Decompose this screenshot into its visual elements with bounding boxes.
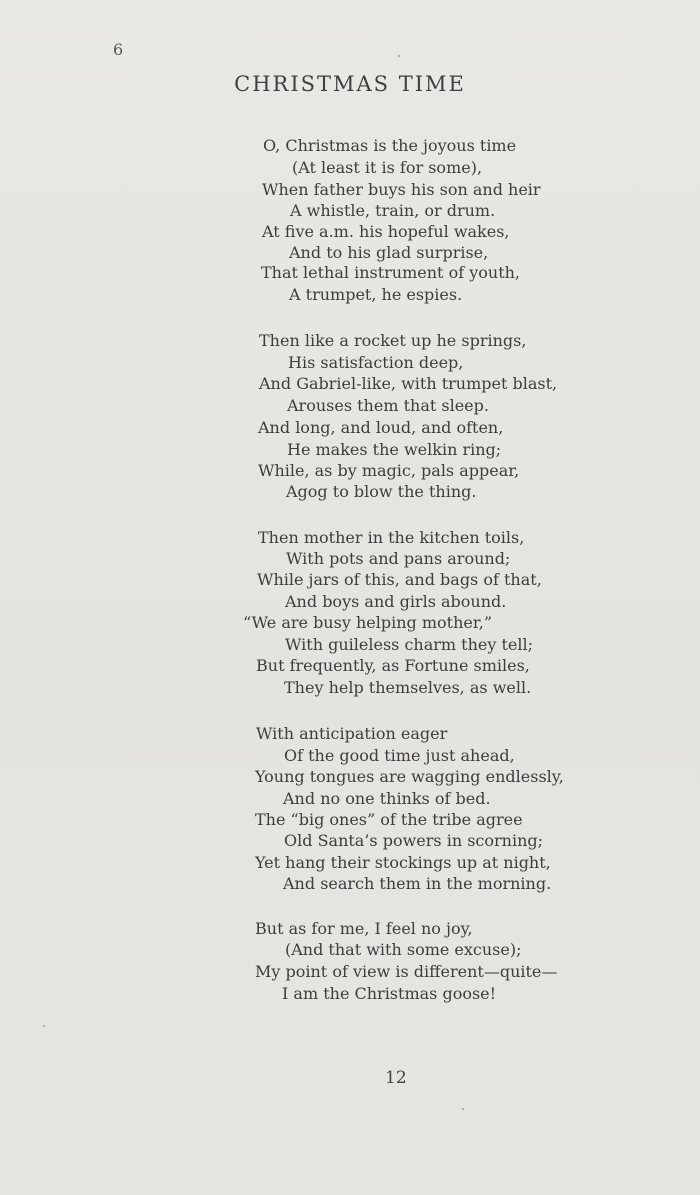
poem-line: Then like a rocket up he springs, — [259, 331, 527, 350]
poem-line: Yet hang their stockings up at night, — [255, 853, 551, 872]
poem-line: That lethal instrument of youth, — [261, 263, 521, 282]
poem-line: O, Christmas is the joyous time — [263, 136, 517, 155]
poem-line: A trumpet, he espies. — [289, 285, 463, 304]
poem-line: And to his glad surprise, — [289, 243, 489, 262]
poem-line: I am the Christmas goose! — [282, 984, 497, 1003]
poem-line: And no one thinks of bed. — [283, 789, 491, 808]
poem-line: While, as by magic, pals appear, — [258, 461, 520, 480]
poem-line: The “big ones” of the tribe agree — [255, 810, 523, 829]
poem-title: CHRISTMAS TIME — [234, 72, 466, 96]
poem-line: But as for me, I feel no joy, — [255, 919, 473, 938]
page-number: 12 — [385, 1068, 407, 1088]
poem-line: “We are busy helping mother,” — [243, 613, 492, 632]
poem-line: And Gabriel-like, with trumpet blast, — [259, 374, 558, 393]
poem-line: With pots and pans around; — [286, 549, 511, 568]
poem-line: Of the good time just ahead, — [284, 746, 515, 765]
paper-speck — [43, 1025, 45, 1027]
poem-line: Agog to blow the thing. — [286, 482, 477, 501]
poem-line: My point of view is different—quite— — [255, 962, 558, 981]
poem-line: (And that with some excuse); — [285, 940, 522, 959]
poem-line: They help themselves, as well. — [284, 678, 532, 697]
poem-line: His satisfaction deep, — [288, 353, 464, 372]
corner-page-number: 6 — [113, 40, 124, 59]
poem-line: Young tongues are wagging endlessly, — [255, 767, 564, 786]
poem-line: (At least it is for some), — [292, 158, 483, 177]
poem-line: Old Santa’s powers in scorning; — [284, 831, 544, 850]
poem-line: With anticipation eager — [256, 724, 448, 743]
poem-line: He makes the welkin ring; — [287, 440, 502, 459]
poem-line: And boys and girls abound. — [285, 592, 507, 611]
poem-line: Then mother in the kitchen toils, — [258, 528, 525, 547]
poem-line: Arouses them that sleep. — [287, 396, 489, 415]
poem-line: At five a.m. his hopeful wakes, — [262, 222, 510, 241]
poem-line: When father buys his son and heir — [262, 180, 541, 199]
paper-speck — [462, 1108, 464, 1110]
poem-line: But frequently, as Fortune smiles, — [256, 656, 530, 675]
poem-line: With guileless charm they tell; — [285, 635, 534, 654]
poem-line: A whistle, train, or drum. — [290, 201, 496, 220]
poem-line: And long, and loud, and often, — [258, 418, 504, 437]
paper-speck — [398, 55, 400, 57]
poem-line: While jars of this, and bags of that, — [257, 570, 542, 589]
poem-line: And search them in the morning. — [283, 874, 552, 893]
